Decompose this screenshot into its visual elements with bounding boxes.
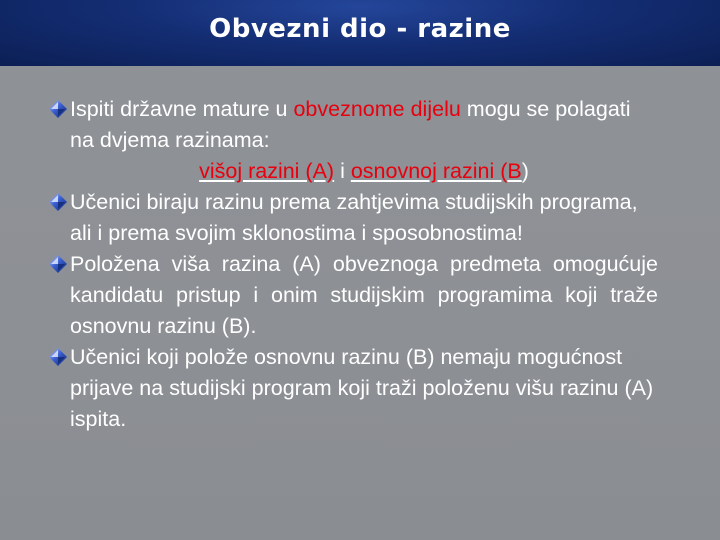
- closing-paren: ): [521, 159, 529, 183]
- title-bar: [0, 0, 720, 66]
- connector-text: i: [334, 159, 351, 183]
- bullet-text: Učenici biraju razinu prema zahtjevima studijskih programa, ali i prema svojim sklonostima i sposobnostima!: [70, 190, 638, 245]
- diamond-bullet-icon: [48, 249, 67, 280]
- levels-line: [70, 156, 658, 187]
- bullet-item: [48, 94, 658, 187]
- diamond-bullet-icon: [48, 94, 67, 125]
- bullet-text: Položena viša razina (A) obveznoga predmeta omogućuje kandidatu pristup i onim studijskim programima koji traže osnovnu razinu (B).: [70, 252, 658, 338]
- bullet-text: Ispiti državne mature u: [70, 97, 294, 121]
- slide-content: [48, 94, 658, 435]
- higher-level-text: višoj razini (A): [199, 159, 335, 183]
- basic-level-text: [351, 159, 522, 183]
- basic-level-label: osnovnoj razini (: [350, 159, 508, 183]
- bullet-text: Učenici koji polože osnovnu razinu (B) nemaju mogućnost prijave na studijski program koji traži položenu višu razinu (A) ispita.: [70, 345, 654, 431]
- diamond-bullet-icon: [48, 187, 67, 218]
- bullet-item: [48, 249, 658, 342]
- slide-title: Obvezni dio - razine: [209, 14, 511, 44]
- bullet-item: [48, 342, 658, 435]
- diamond-bullet-icon: [48, 342, 67, 373]
- bullet-text: mogu se polagati na dvjema razinama:: [70, 97, 631, 152]
- basic-level-letter: B: [507, 159, 522, 183]
- bullet-item: [48, 187, 658, 249]
- emphasis-text: obveznome dijelu: [293, 97, 461, 121]
